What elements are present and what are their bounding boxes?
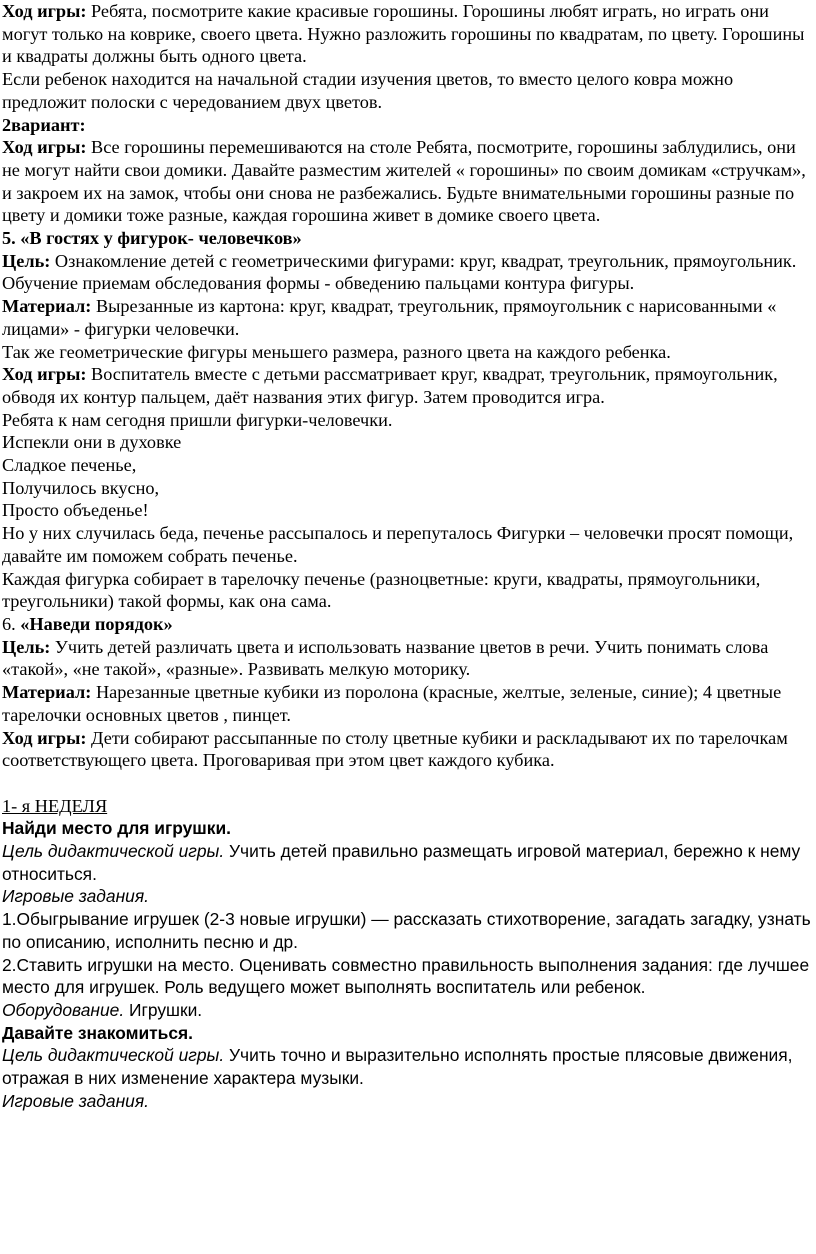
paragraph-text: Игрушки. — [124, 999, 203, 1020]
paragraph-text: Воспитатель вместе с детьми рассматривает круг, квадрат, треугольник, прямоугольник, обводя их контур пальцем, даёт названия этих фигур. Затем проводится игра. — [2, 364, 778, 407]
label-game-goal: Цель дидактической игры. — [2, 1045, 225, 1066]
game-procedure-paragraph — [2, 0, 812, 68]
poem-line: Ребята к нам сегодня пришли фигурки-человечки. — [2, 409, 393, 430]
beginner-stage-note: Если ребенок находится на начальной стадии изучения цветов, то вместо целого ковра можно предложит полоски с чередованием двух цветов. — [2, 69, 734, 112]
variant-2-heading: 2вариант: — [2, 114, 86, 135]
story-paragraph: Каждая фигурка собирает в тарелочку печенье (разноцветные: круги, квадраты, прямоугольники, треугольники) такой формы, как она сама. — [2, 568, 761, 612]
story-paragraph: Но у них случилась беда, печенье рассыпалось и перепуталось Фигурки – человечки просят помощи, давайте им поможем собрать печенье. — [2, 523, 794, 566]
label-material: Материал: — [2, 296, 92, 317]
week-heading: 1- я НЕДЕЛЯ — [2, 795, 108, 816]
blank-line — [2, 772, 812, 795]
paragraph-text: Учить детей различать цвета и использовать название цветов в речи. Учить понимать слова «такой», «не такой», «разные». Развивать мелкую моторику. — [2, 636, 769, 680]
game-procedure-paragraph — [2, 727, 812, 772]
game-tasks-label: Игровые задания. — [2, 1090, 149, 1111]
poem-line: Получилось вкусно, — [2, 477, 160, 498]
game-title: Давайте знакомиться. — [2, 1022, 194, 1043]
label-game-procedure: Ход игры: — [2, 727, 87, 748]
poem-line: Сладкое печенье, — [2, 455, 137, 476]
label-material: Материал: — [2, 682, 92, 703]
section-5-heading: 5. «В гостях у фигурок- человечков» — [2, 228, 302, 249]
game-task-item: 2.Ставить игрушки на место. Оценивать совместно правильность выполнения задания: где лучшее место для игрушек. Роль ведущего может выполнять воспитатель или ребенок. — [2, 954, 810, 998]
paragraph-text: Вырезанные из картона: круг, квадрат, треугольник, прямоугольник с нарисованными « лицами» - фигурки человечки. — [2, 296, 777, 339]
label-game-procedure: Ход игры: — [2, 1, 87, 21]
equipment-paragraph — [2, 999, 812, 1022]
paragraph-text: Нарезанные цветные кубики из поролона (красные, желтые, зеленые, синие); 4 цветные тарелочки основных цветов , пинцет. — [2, 682, 782, 725]
paragraph-text: Ребята, посмотрите какие красивые горошины. Горошины любят играть, но играть они могут только на коврике, своего цвета. Нужно разложить горошины по квадратам, по цвету. Горошины и квадраты должны быть одного цвета. — [2, 1, 805, 67]
label-goal: Цель: — [2, 636, 51, 657]
paragraph-text: Учить точно и выразительно исполнять простые плясовые движения, отражая в них изменение характера музыки. — [2, 1045, 793, 1089]
label-game-procedure: Ход игры: — [2, 137, 87, 158]
paragraph-text: Дети собирают рассыпанные по столу цветные кубики и раскладывают их по тарелочкам соответствующего цвета. Проговаривая при этом цвет каждого кубика. — [2, 727, 788, 771]
game-goal-paragraph — [2, 1044, 812, 1089]
label-game-goal: Цель дидактической игры. — [2, 841, 225, 861]
paragraph-text: Ознакомление детей с геометрическими фигурами: круг, квадрат, треугольник, прямоугольник. Обучение приемам обследования формы - обведению пальцами контура фигуры. — [2, 250, 797, 294]
game-procedure-paragraph — [2, 363, 812, 408]
material-paragraph — [2, 295, 812, 340]
section-title: «Наведи порядок» — [20, 613, 173, 634]
paragraph-text: Все горошины перемешиваются на столе Ребята, посмотрите, горошины заблудились, они не могут найти свои домики. Давайте разместим жителей « горошины» по своим домикам «стручкам», и закроем их на замок, чтобы они снова не разбежались. Будьте внимательными горошины разные по цвету и домики тоже разные, каждая горошина живет в домике своего цвета. — [2, 137, 806, 226]
label-game-procedure: Ход игры: — [2, 364, 87, 385]
label-equipment: Оборудование. — [2, 999, 125, 1020]
material-paragraph — [2, 681, 812, 726]
section-number: 6. — [2, 613, 21, 634]
extra-material-note: Так же геометрические фигуры меньшего размера, разного цвета на каждого ребенка. — [2, 341, 671, 362]
paragraph-text: Учить детей правильно размещать игровой материал, бережно к нему относиться. — [2, 841, 801, 884]
game-procedure-paragraph — [2, 136, 812, 227]
poem-line: Просто объеденье! — [2, 500, 149, 521]
poem-line: Испекли они в духовке — [2, 432, 182, 453]
game-task-item: 1.Обыгрывание игрушек (2-3 новые игрушки) — рассказать стихотворение, загадать загадку, узнать по описанию, исполнить песню и др. — [2, 909, 811, 952]
goal-paragraph — [2, 636, 812, 681]
game-tasks-label: Игровые задания. — [2, 886, 149, 907]
label-goal: Цель: — [2, 250, 51, 271]
section-6-heading — [2, 613, 812, 636]
game-goal-paragraph — [2, 840, 812, 885]
goal-paragraph — [2, 250, 812, 295]
game-title: Найди место для игрушки. — [2, 818, 231, 839]
